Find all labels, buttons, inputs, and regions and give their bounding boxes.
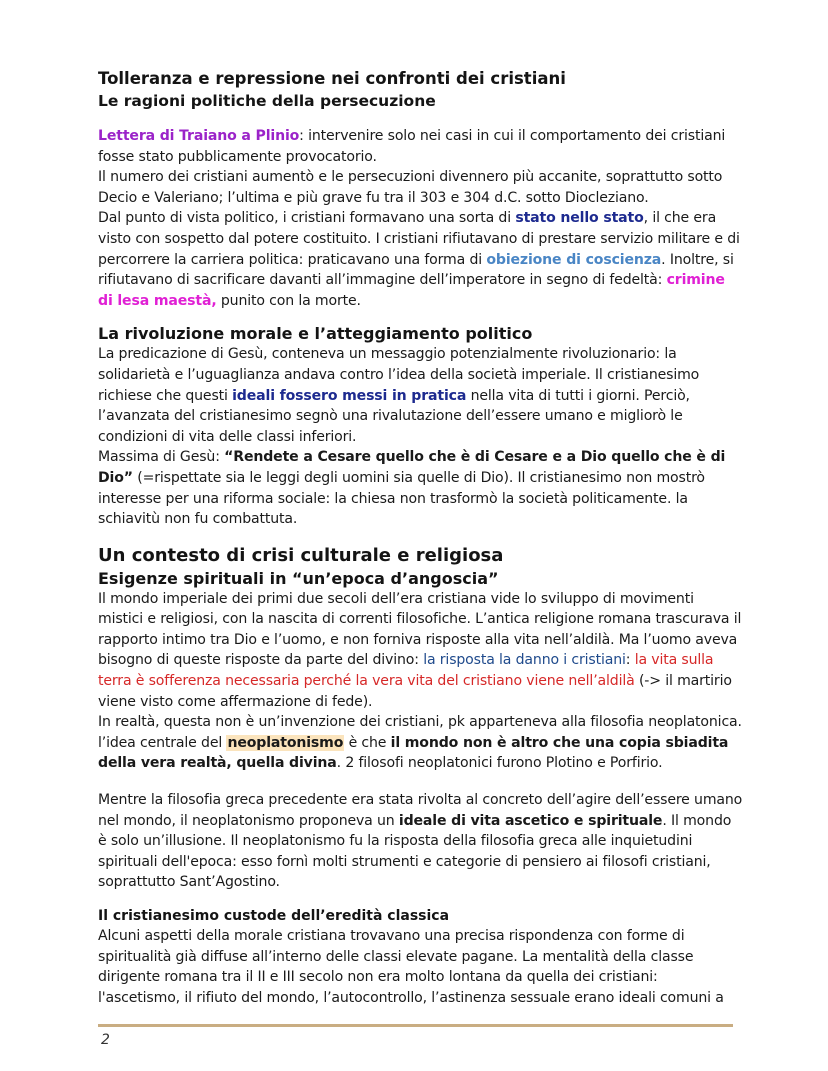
highlight-neoplatonismo: neoplatonismo <box>227 734 344 751</box>
colored-vita-terra: la vita sulla terra è sofferenza necessaria perché la vera vita del cristiano viene nell’aldilà <box>98 652 714 690</box>
section-title-crisi: Un contesto di crisi culturale e religiosa <box>98 544 504 566</box>
paragraph-persecuzioni: Il numero dei cristiani aumentò e le persecuzioni divennero più accanite, soprattutto sotto Decio e Valeriano; l’ultima e più grave fu tra il 303 e 304 d.C. sotto Diocleziano. <box>98 169 723 206</box>
section-title-tolleranza: Tolleranza e repressione nei confronti dei cristiani <box>98 69 566 88</box>
highlight-ideali: ideali fossero messi in pratica <box>232 387 467 404</box>
page-number: 2 <box>101 1032 110 1048</box>
footer-divider <box>98 1024 733 1027</box>
section-title-rivoluzione-morale: La rivoluzione morale e l’atteggiamento politico <box>98 324 533 344</box>
highlight-stato-nello-stato: stato nello stato <box>515 210 644 227</box>
document-page <box>98 68 743 1008</box>
quote-massima: “Rendete a Cesare quello che è di Cesare e a Dio quello che è di Dio” <box>98 449 726 486</box>
section-subtitle-esigenze: Esigenze spirituali in “un’epoca d’angoscia” <box>98 568 499 588</box>
highlight-obiezione: obiezione di coscienza <box>486 251 662 268</box>
section-subtitle-ragioni-politiche: Le ragioni politiche della persecuzione <box>98 92 436 110</box>
paragraph-filosofia-greca: Mentre la filosofia greca precedente era stata rivolta al concreto dell’agire dell’essere umano nel mondo, il neoplatonismo proponeva un ideale di vita ascetico e spirituale. Il mondo è solo un’illusione. Il neoplatonismo fu la risposta della filosofia greca alle inquietudini spirituali dell'epoca: esso fornì molti strumenti e categorie di pensiero ai filosofi cristiani, soprattutto Sant’Agostino. <box>98 792 743 891</box>
paragraph-politico: Dal punto di vista politico, i cristiani formavano una sorta di stato nello stato, il che era visto con sospetto dal potere costituito. I cristiani rifiutavano di prestare servizio militare e di percorrere la carriera politica: praticavano una forma di obiezione di coscienza. Inoltre, si rifiutavano di sacrificare davanti all’immagine dell’imperatore in segno di fedeltà: crimine di lesa maestà, punito con la morte. <box>98 210 740 309</box>
paragraph-neoplatonismo: In realtà, questa non è un’invenzione dei cristiani, pk apparteneva alla filosofia neoplatonica. l’idea centrale del neoplatonismo è che il mondo non è altro che una copia sbiadita della vera realtà, quella divina. 2 filosofi neoplatonici furono Plotino e Porfirio. <box>98 714 742 772</box>
highlight-ideale-ascetico: ideale di vita ascetico e spirituale <box>398 812 663 829</box>
colored-risposta-cristiani: la risposta la danno i cristiani <box>423 652 626 669</box>
paragraph-mondo-imperiale: Il mondo imperiale dei primi due secoli dell’era cristiana vide lo sviluppo di movimenti mistici e religiosi, con la nascita di correnti filosofiche. L’antica religione romana trascurava il rapporto intimo tra Dio e l’uomo, e non forniva risposte alla vita nell’aldilà. Ma l’uomo aveva bisogno di queste risposte da parte del divino: la risposta la danno i cristiani: la vita sulla terra è sofferenza necessaria perché la vera vita del cristiano viene nell’aldilà (-> il martirio viene visto come affermazione di fede). <box>98 590 742 710</box>
highlight-lettera-traiano: Lettera di Traiano a Plinio <box>98 128 300 144</box>
paragraph-predicazione: La predicazione di Gesù, conteneva un messaggio potenzialmente rivoluzionario: la solidarietà e l’uguaglianza andava contro l’idea della società imperiale. Il cristianesimo richiese che questi ideali fossero messi in pratica nella vita di tutti i giorni. Perciò, l’avanzata del cristianesimo segnò una rivalutazione dell’essere umano e migliorò le condizioni di vita delle classi inferiori. <box>98 346 700 445</box>
paragraph-massima: Massima di Gesù: “Rendete a Cesare quello che è di Cesare e a Dio quello che è di Dio” (=rispettate sia le leggi degli uomini sia quelle di Dio). Il cristianesimo non mostrò interesse per una riforma sociale: la chiesa non trasformò la società politicamente. la schiavitù non fu combattuta. <box>98 449 726 528</box>
section-title-custode: Il cristianesimo custode dell’eredità classica <box>98 908 450 924</box>
highlight-lesa-maesta: crimine di lesa maestà, <box>98 272 725 309</box>
paragraph-morale-cristiana: Alcuni aspetti della morale cristiana trovavano una precisa rispondenza con forme di spiritualità già diffuse all’interno delle classi elevate pagane. La mentalità della classe dirigente romana tra il II e III secolo non era molto lontana da quella dei cristiani: l'ascetismo, il rifiuto del mondo, l’autocontrollo, l’astinenza sessuale erano ideali comuni a <box>98 928 724 1006</box>
paragraph-traiano: Lettera di Traiano a Plinio: intervenire solo nei casi in cui il comportamento dei cristiani fosse stato pubblicamente provocatorio. <box>98 128 726 165</box>
